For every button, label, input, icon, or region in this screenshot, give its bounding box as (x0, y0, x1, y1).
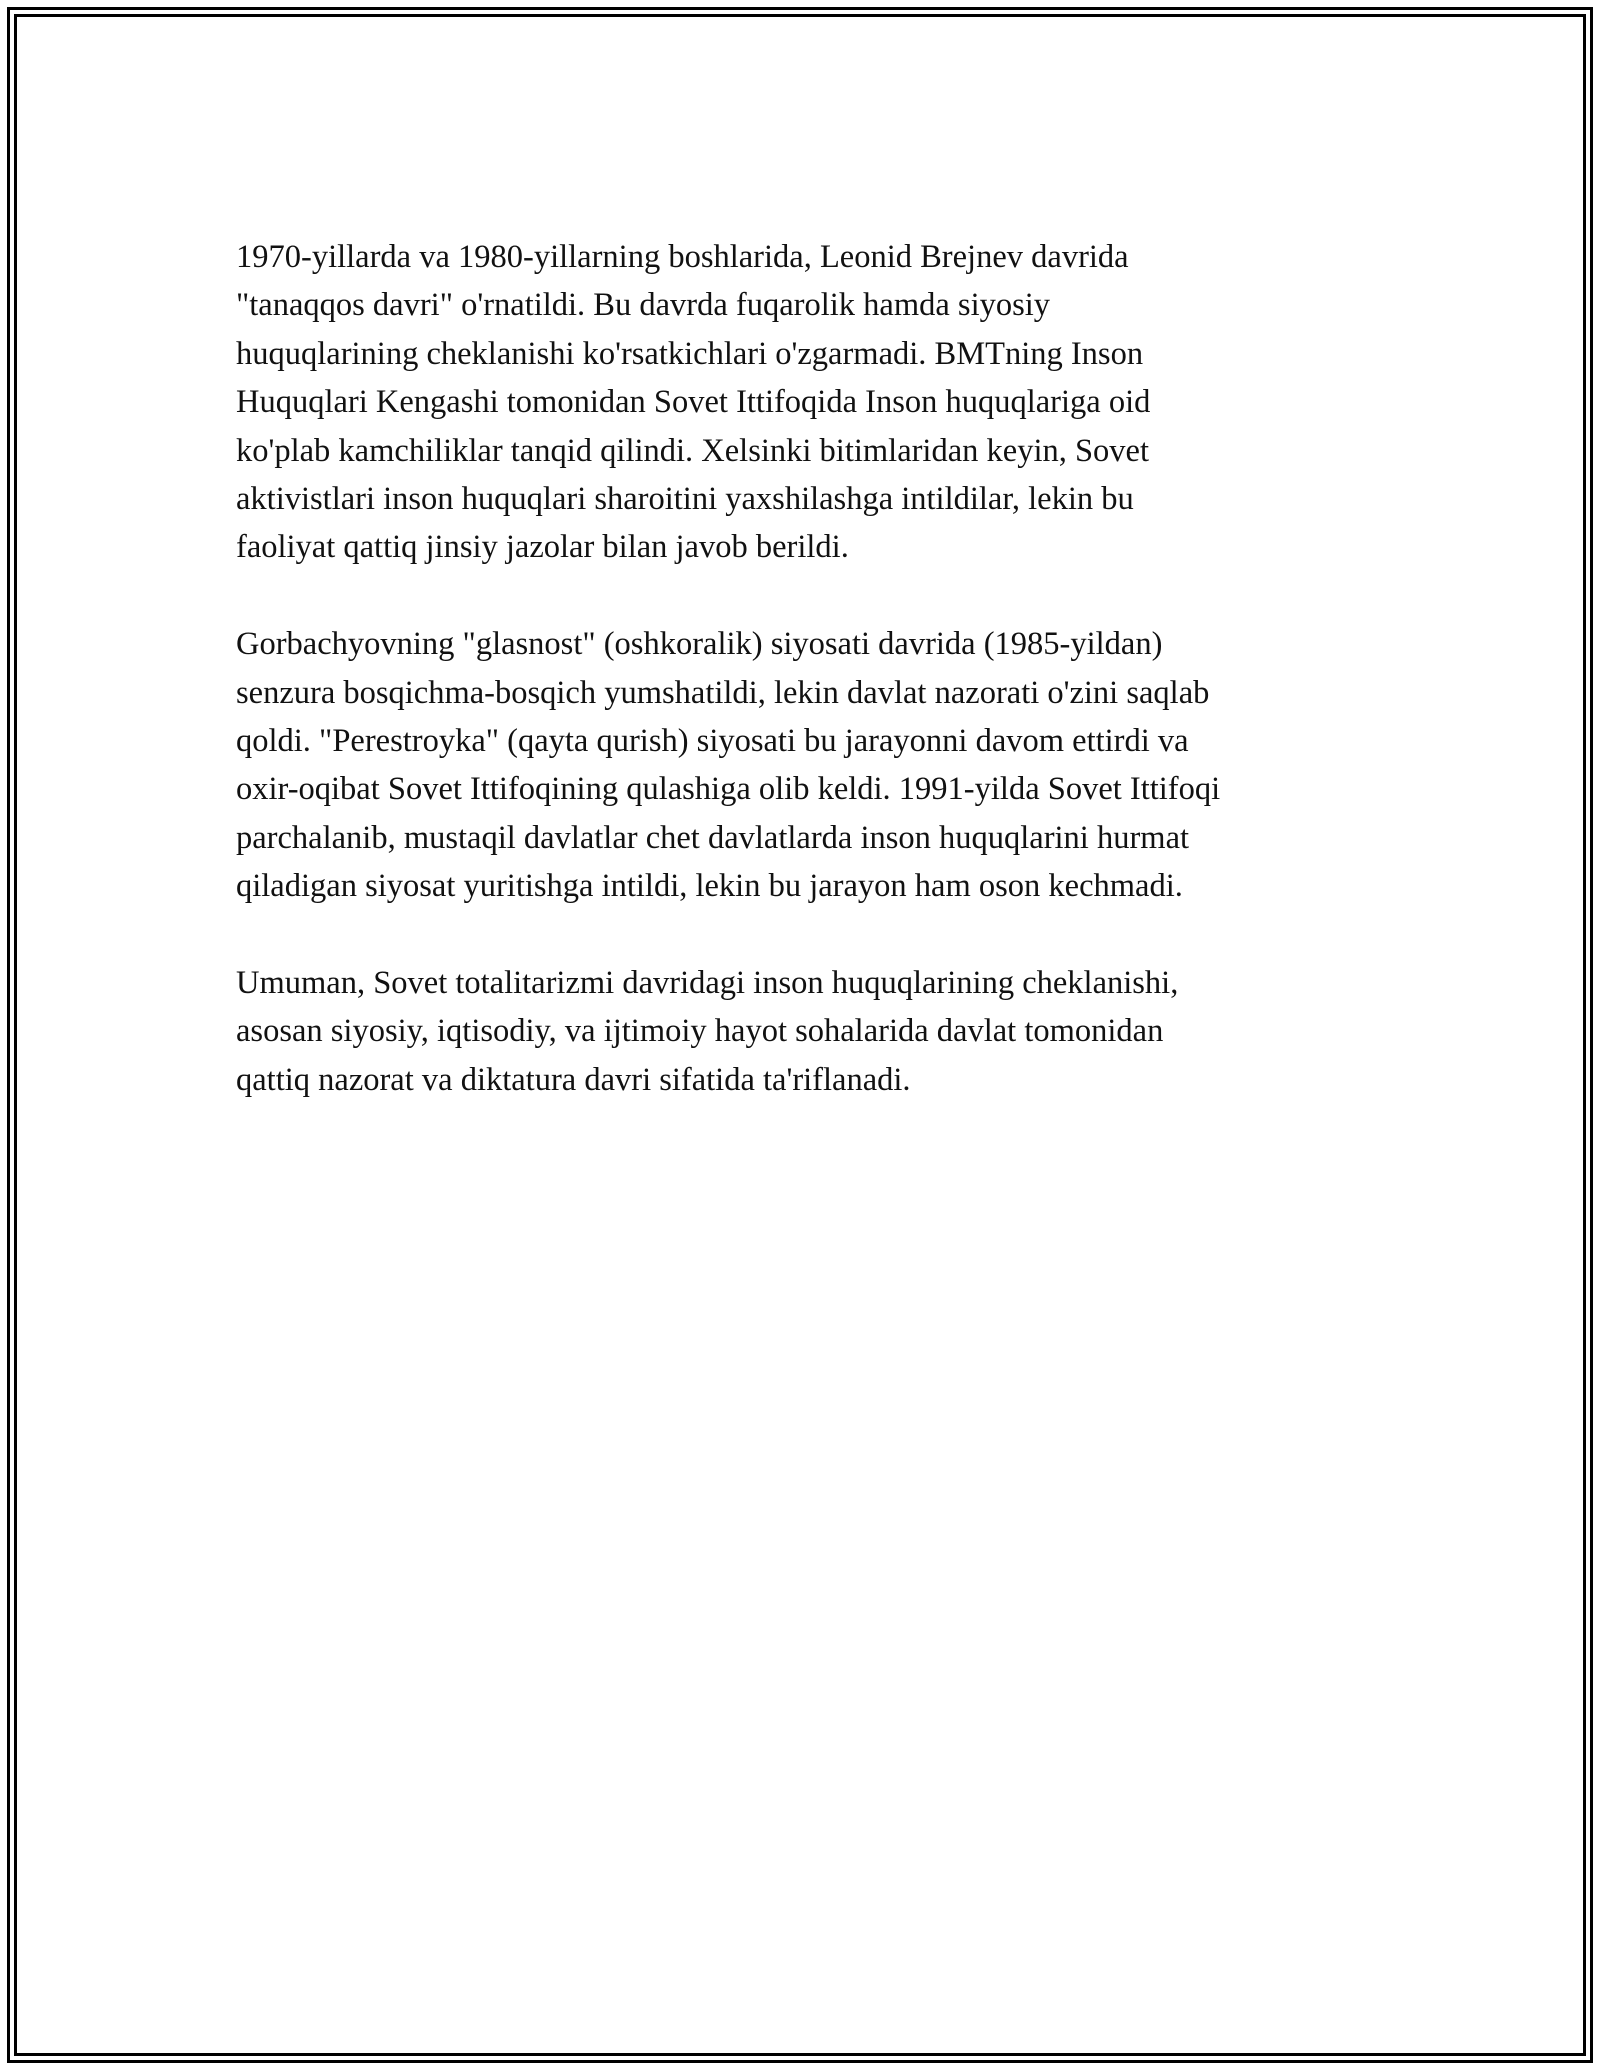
document-body (236, 233, 1366, 1153)
text-line: Umuman, Sovet totalitarizmi davridagi inson huquqlarining cheklanishi, (236, 965, 1179, 1002)
text-line: aktivistlari inson huquqlari sharoitini yaxshilashga intildilar, lekin bu (236, 481, 1134, 518)
paragraph-gorbachev-era (236, 620, 1366, 910)
text-line: oxir-oqibat Sovet Ittifoqining qulashiga olib keldi. 1991-yilda Sovet Ittifoqi (236, 771, 1221, 808)
text-line: asosan siyosiy, iqtisodiy, va ijtimoiy hayot sohalarida davlat tomonidan (236, 1013, 1164, 1050)
text-line: faoliyat qattiq jinsiy jazolar bilan javob berildi. (236, 529, 849, 566)
text-line: qattiq nazorat va diktatura davri sifatida ta'riflanadi. (236, 1061, 911, 1098)
text-line: senzura bosqichma-bosqich yumshatildi, lekin davlat nazorati o'zini saqlab (236, 674, 1210, 711)
text-line: Gorbachyovning "glasnost" (oshkoralik) siyosati davrida (1985-yildan) (236, 626, 1163, 663)
text-line: parchalanib, mustaqil davlatlar chet davlatlarda inson huquqlarini hurmat (236, 819, 1190, 856)
text-line: ko'plab kamchiliklar tanqid qilindi. Xelsinki bitimlaridan keyin, Sovet (236, 432, 1149, 469)
text-line: huquqlarining cheklanishi ko'rsatkichlari o'zgarmadi. BMTning Inson (236, 335, 1144, 372)
text-line: "tanaqqos davri" o'rnatildi. Bu davrda fuqarolik hamda siyosiy (236, 287, 1051, 324)
text-line: qiladigan siyosat yuritishga intildi, lekin bu jarayon ham oson kechmadi. (236, 868, 1183, 905)
paragraph-conclusion (236, 959, 1366, 1104)
text-line: Huquqlari Kengashi tomonidan Sovet Ittifoqida Inson huquqlariga oid (236, 384, 1151, 421)
text-line: qoldi. "Perestroyka" (qayta qurish) siyosati bu jarayonni davom ettirdi va (236, 723, 1189, 760)
text-line: 1970-yillarda va 1980-yillarning boshlarida, Leonid Brejnev davrida (236, 239, 1129, 275)
paragraph-brezhnev-era (236, 233, 1366, 572)
